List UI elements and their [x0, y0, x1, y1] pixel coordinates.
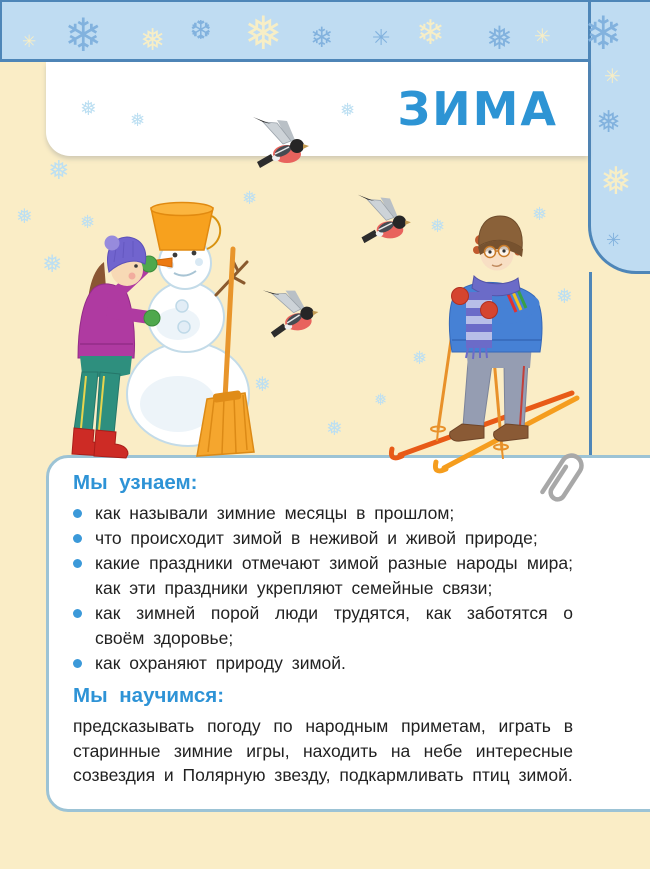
- content-box: [46, 455, 650, 812]
- snowflake-icon: [374, 392, 387, 408]
- list-item: [73, 551, 573, 601]
- snowflake-icon: [556, 286, 573, 306]
- learn-list: [73, 501, 573, 676]
- list-item-text: как зимней порой люди трудятся, как заботятся о своём здоровье;: [95, 603, 573, 648]
- right-panel: [588, 0, 650, 274]
- hair-curls: [473, 228, 522, 256]
- snowflake-icon: [430, 218, 445, 236]
- snowflake-icon: [16, 206, 33, 226]
- header-box: [46, 62, 588, 156]
- bullet-icon: [73, 609, 82, 618]
- bullet-icon: [73, 559, 82, 568]
- bullet-icon: [73, 509, 82, 518]
- scarf-tail: [466, 292, 492, 359]
- snowflake-icon: [412, 350, 427, 368]
- snowflake-icon: [242, 190, 257, 208]
- bullet-icon: [73, 534, 82, 543]
- snowflake-icon: [326, 418, 343, 438]
- snowflake-icon: [532, 206, 547, 224]
- list-item: [73, 601, 573, 651]
- list-item-text: как называли зимние месяцы в прошлом;: [95, 503, 455, 523]
- snowflake-icon: [80, 214, 95, 232]
- page-title: ЗИМА: [397, 82, 558, 136]
- snowflake-icon: [254, 374, 271, 394]
- list-item-text: что происходит зимой в неживой и живой природе;: [95, 528, 538, 548]
- list-item: [73, 501, 573, 526]
- list-item: [73, 651, 573, 676]
- list-item-text: какие праздники отмечают зимой разные народы мира; как эти праздники укрепляют семейные связи;: [95, 553, 573, 598]
- bullet-icon: [73, 659, 82, 668]
- broom: [197, 249, 254, 456]
- bullfinch-icon: [358, 195, 411, 243]
- bullfinch-icon: [263, 285, 321, 339]
- girl-illustration: [72, 236, 160, 459]
- snowflake-icon: [42, 252, 62, 276]
- skills-paragraph: предсказывать погоду по народным приметам, играть в старинные зимние игры, находить на небе интересные созвездия и Полярную звезду, подкармливать птиц зимой.: [73, 716, 573, 785]
- skills-heading: Мы научимся:: [73, 684, 225, 707]
- top-band: [0, 0, 592, 62]
- twig-arm: [216, 261, 247, 295]
- margin-divider: [589, 272, 592, 457]
- learn-heading: Мы узнаем:: [73, 471, 198, 494]
- snowman-illustration: [127, 203, 249, 447]
- skier-illustration: [391, 216, 577, 471]
- snowflake-icon: [48, 158, 70, 184]
- list-item: [73, 526, 573, 551]
- list-item-text: как охраняют природу зимой.: [95, 653, 346, 673]
